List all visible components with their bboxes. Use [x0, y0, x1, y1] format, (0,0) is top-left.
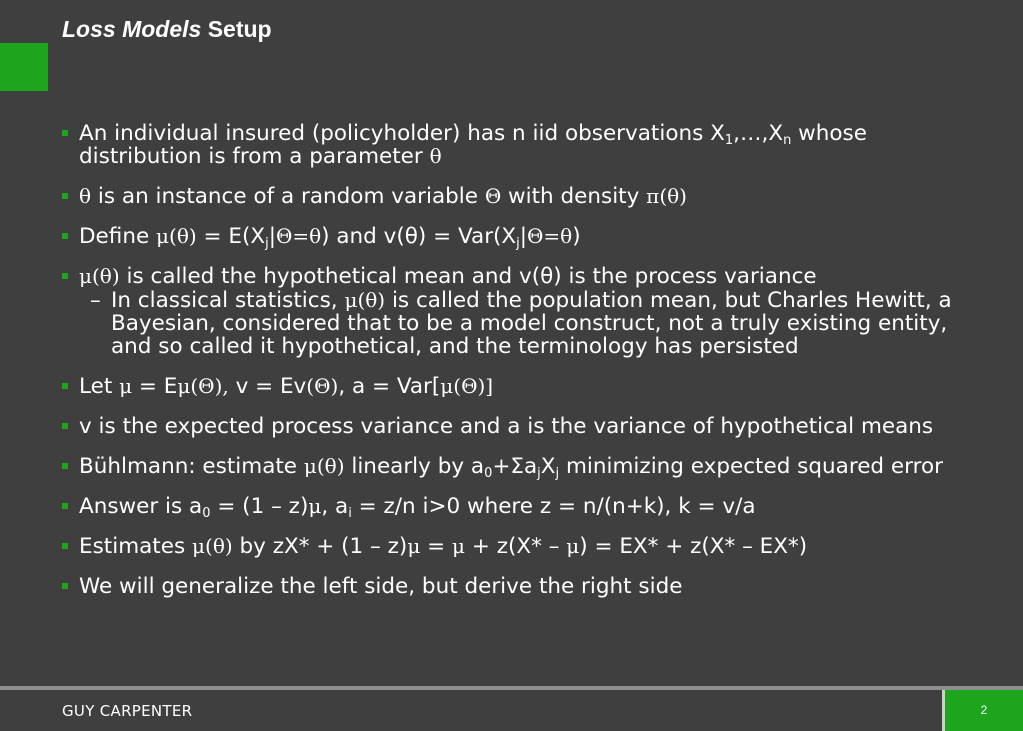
footer-divider — [0, 686, 1023, 690]
bullet-square-icon — [62, 423, 68, 429]
bullet-square-icon — [62, 503, 68, 509]
bullet-square-icon — [62, 463, 68, 469]
bullet-square-icon — [62, 543, 68, 549]
slide-body — [62, 122, 982, 615]
bullet-buhlmann: Bühlmann: estimate μ(θ) linearly by $a_0+\Sigma a_jX_j$ minimizing expected squared error — [62, 455, 982, 478]
title-rest: Setup — [201, 16, 272, 42]
bullet-answer: Answer is $a_0 = (1 - z)\mu$, $a_i = z/n$ i>0 where z = n/(n+k), k = v/a — [62, 495, 982, 518]
bullet-random-variable: θ is an instance of a random variable Θ with density π(θ) — [62, 185, 982, 208]
bullet-generalize: We will generalize the left side, but derive the right side — [62, 575, 982, 598]
bullet-square-icon — [62, 583, 68, 589]
accent-block — [0, 43, 48, 91]
footer-brand: GUY CARPENTER — [62, 702, 193, 720]
bullet-define: Define $\mu(\theta) = E(X_j|\Theta=\theta)$ and $v(\theta) = Var(X_j|\Theta=\theta)$ — [62, 225, 982, 248]
bullet-square-icon — [62, 383, 68, 389]
bullet-expected-variance: v is the expected process variance and a is the variance of hypothetical means — [62, 415, 982, 438]
slide-title — [62, 16, 272, 43]
dash-icon: – — [90, 288, 101, 313]
title-italic: Loss Models — [62, 16, 202, 42]
bullet-square-icon — [62, 273, 68, 279]
bullet-let: Let μ = Eμ(Θ), v = Ev(Θ), a = Var[μ(Θ)] — [62, 375, 982, 398]
bullet-hypothetical-mean: μ(θ) is called the hypothetical mean and v(θ) is the process variance – In classical statistics, μ(θ) is called the population mean, but Charles Hewitt, a Bayesian, considered that to be a model construct, not a truly existing entity, and so called it hypothetical, and the terminology has persisted — [62, 265, 982, 358]
bullet-observations: An individual insured (policyholder) has n iid observations $X_1,\dots,X_n$ whose distribution is from a parameter θ — [62, 122, 982, 168]
bullet-square-icon — [62, 233, 68, 239]
sub-bullet-classical: – In classical statistics, μ(θ) is called the population mean, but Charles Hewitt, a Bayesian, considered that to be a model construct, not a truly existing entity, and so called it hypothetical, and the terminology has persisted — [90, 288, 952, 359]
bullet-square-icon — [62, 193, 68, 199]
bullet-square-icon — [62, 130, 68, 136]
page-number: 2 — [980, 703, 988, 717]
page-number-box — [942, 690, 1023, 731]
bullet-estimates: Estimates μ(θ) by zX* + (1 – z)μ = μ + z(X* – μ) = EX* + z(X* – EX*) — [62, 535, 982, 558]
